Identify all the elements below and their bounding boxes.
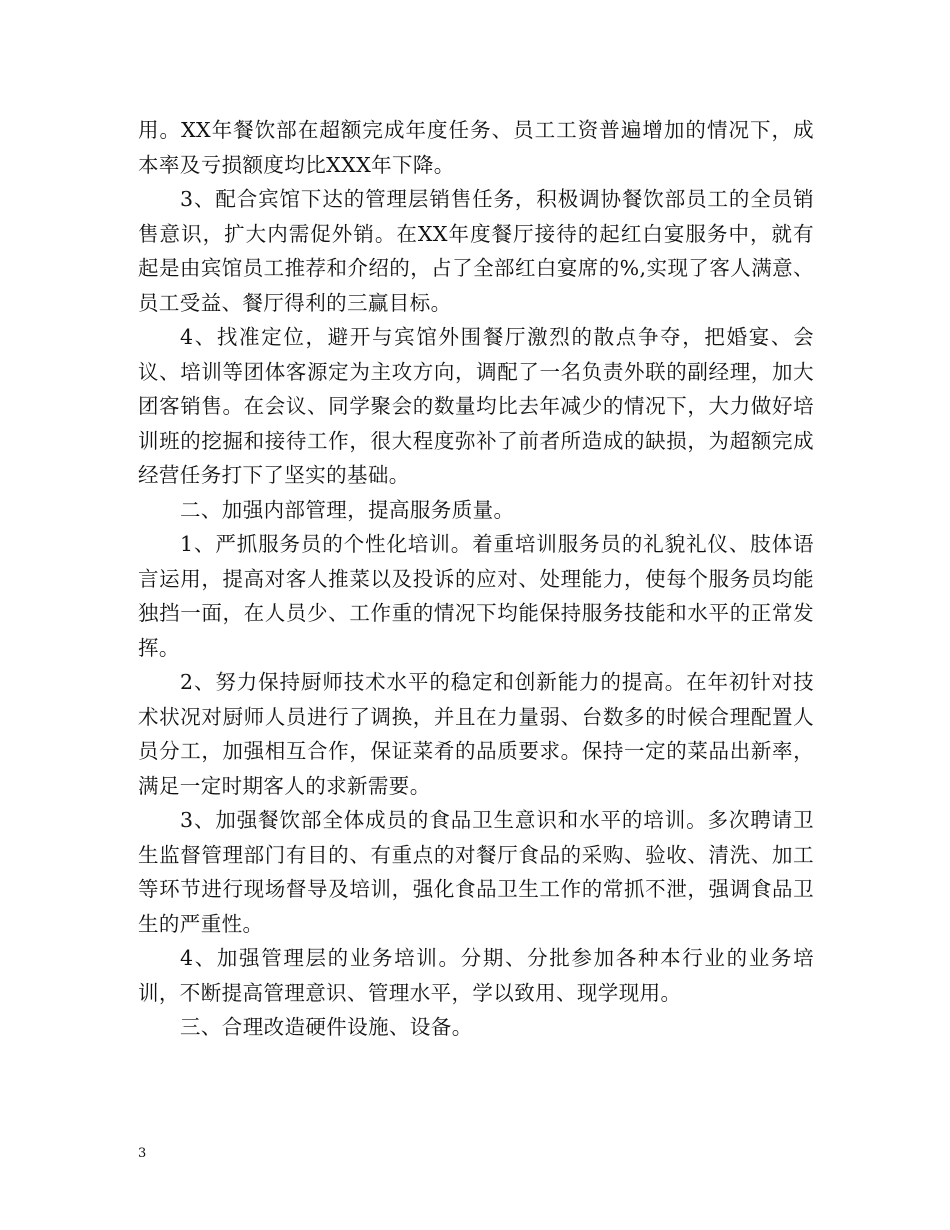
paragraph-food-hygiene: 3、加强餐饮部全体成员的食品卫生意识和水平的培训。多次聘请卫生监督管理部门有目的、有重点的对餐厅食品的采购、验收、清洗、加工等环节进行现场督导及培训，强化食品卫生工作的常抓不泄，强调食品卫生的严重性。	[138, 808, 814, 936]
document-body	[138, 113, 814, 1045]
paragraph-continuation: 用。XX年餐饮部在超额完成年度任务、员工工资普遍增加的情况下，成本率及亏损额度均比XXX年下降。	[138, 118, 814, 177]
paragraph-chef-skills: 2、努力保持厨师技术水平的稳定和创新能力的提高。在年初针对技术状况对厨师人员进行了调换，并且在力量弱、台数多的时候合理配置人员分工，加强相互合作，保证菜肴的品质要求。保持一定的菜品出新率，满足一定时期客人的求新需要。	[138, 670, 814, 798]
paragraph-sales-task: 3、配合宾馆下达的管理层销售任务，积极调协餐饮部员工的全员销售意识，扩大内需促外销。在XX年度餐厅接待的起红白宴服务中，就有起是由宾馆员工推荐和介绍的，占了全部红白宴席的%,实现了客人满意、员工受益、餐厅得利的三赢目标。	[138, 187, 814, 315]
paragraph-positioning: 4、找准定位，避开与宾馆外围餐厅激烈的散点争夺，把婚宴、会议、培训等团体客源定为主攻方向，调配了一名负责外联的副经理，加大团客销售。在会议、同学聚会的数量均比去年减少的情况下，大力做好培训班的挖掘和接待工作，很大程度弥补了前者所造成的缺损，为超额完成经营任务打下了坚实的基础。	[138, 325, 814, 487]
page-number: 3	[138, 1146, 147, 1161]
section-heading-internal-management: 二、加强内部管理，提高服务质量。	[180, 497, 515, 522]
paragraph-management-training: 4、加强管理层的业务培训。分期、分批参加各种本行业的业务培训，不断提高管理意识、管理水平，学以致用、现学现用。	[138, 946, 814, 1005]
section-heading-hardware: 三、合理改造硬件设施、设备。	[180, 1015, 473, 1039]
paragraph-staff-training: 1、严抓服务员的个性化培训。着重培训服务员的礼貌礼仪、肢体语言运用，提高对客人推菜以及投诉的应对、处理能力，使每个服务员均能独挡一面，在人员少、工作重的情况下均能保持服务技能和水平的正常发挥。	[138, 532, 814, 660]
